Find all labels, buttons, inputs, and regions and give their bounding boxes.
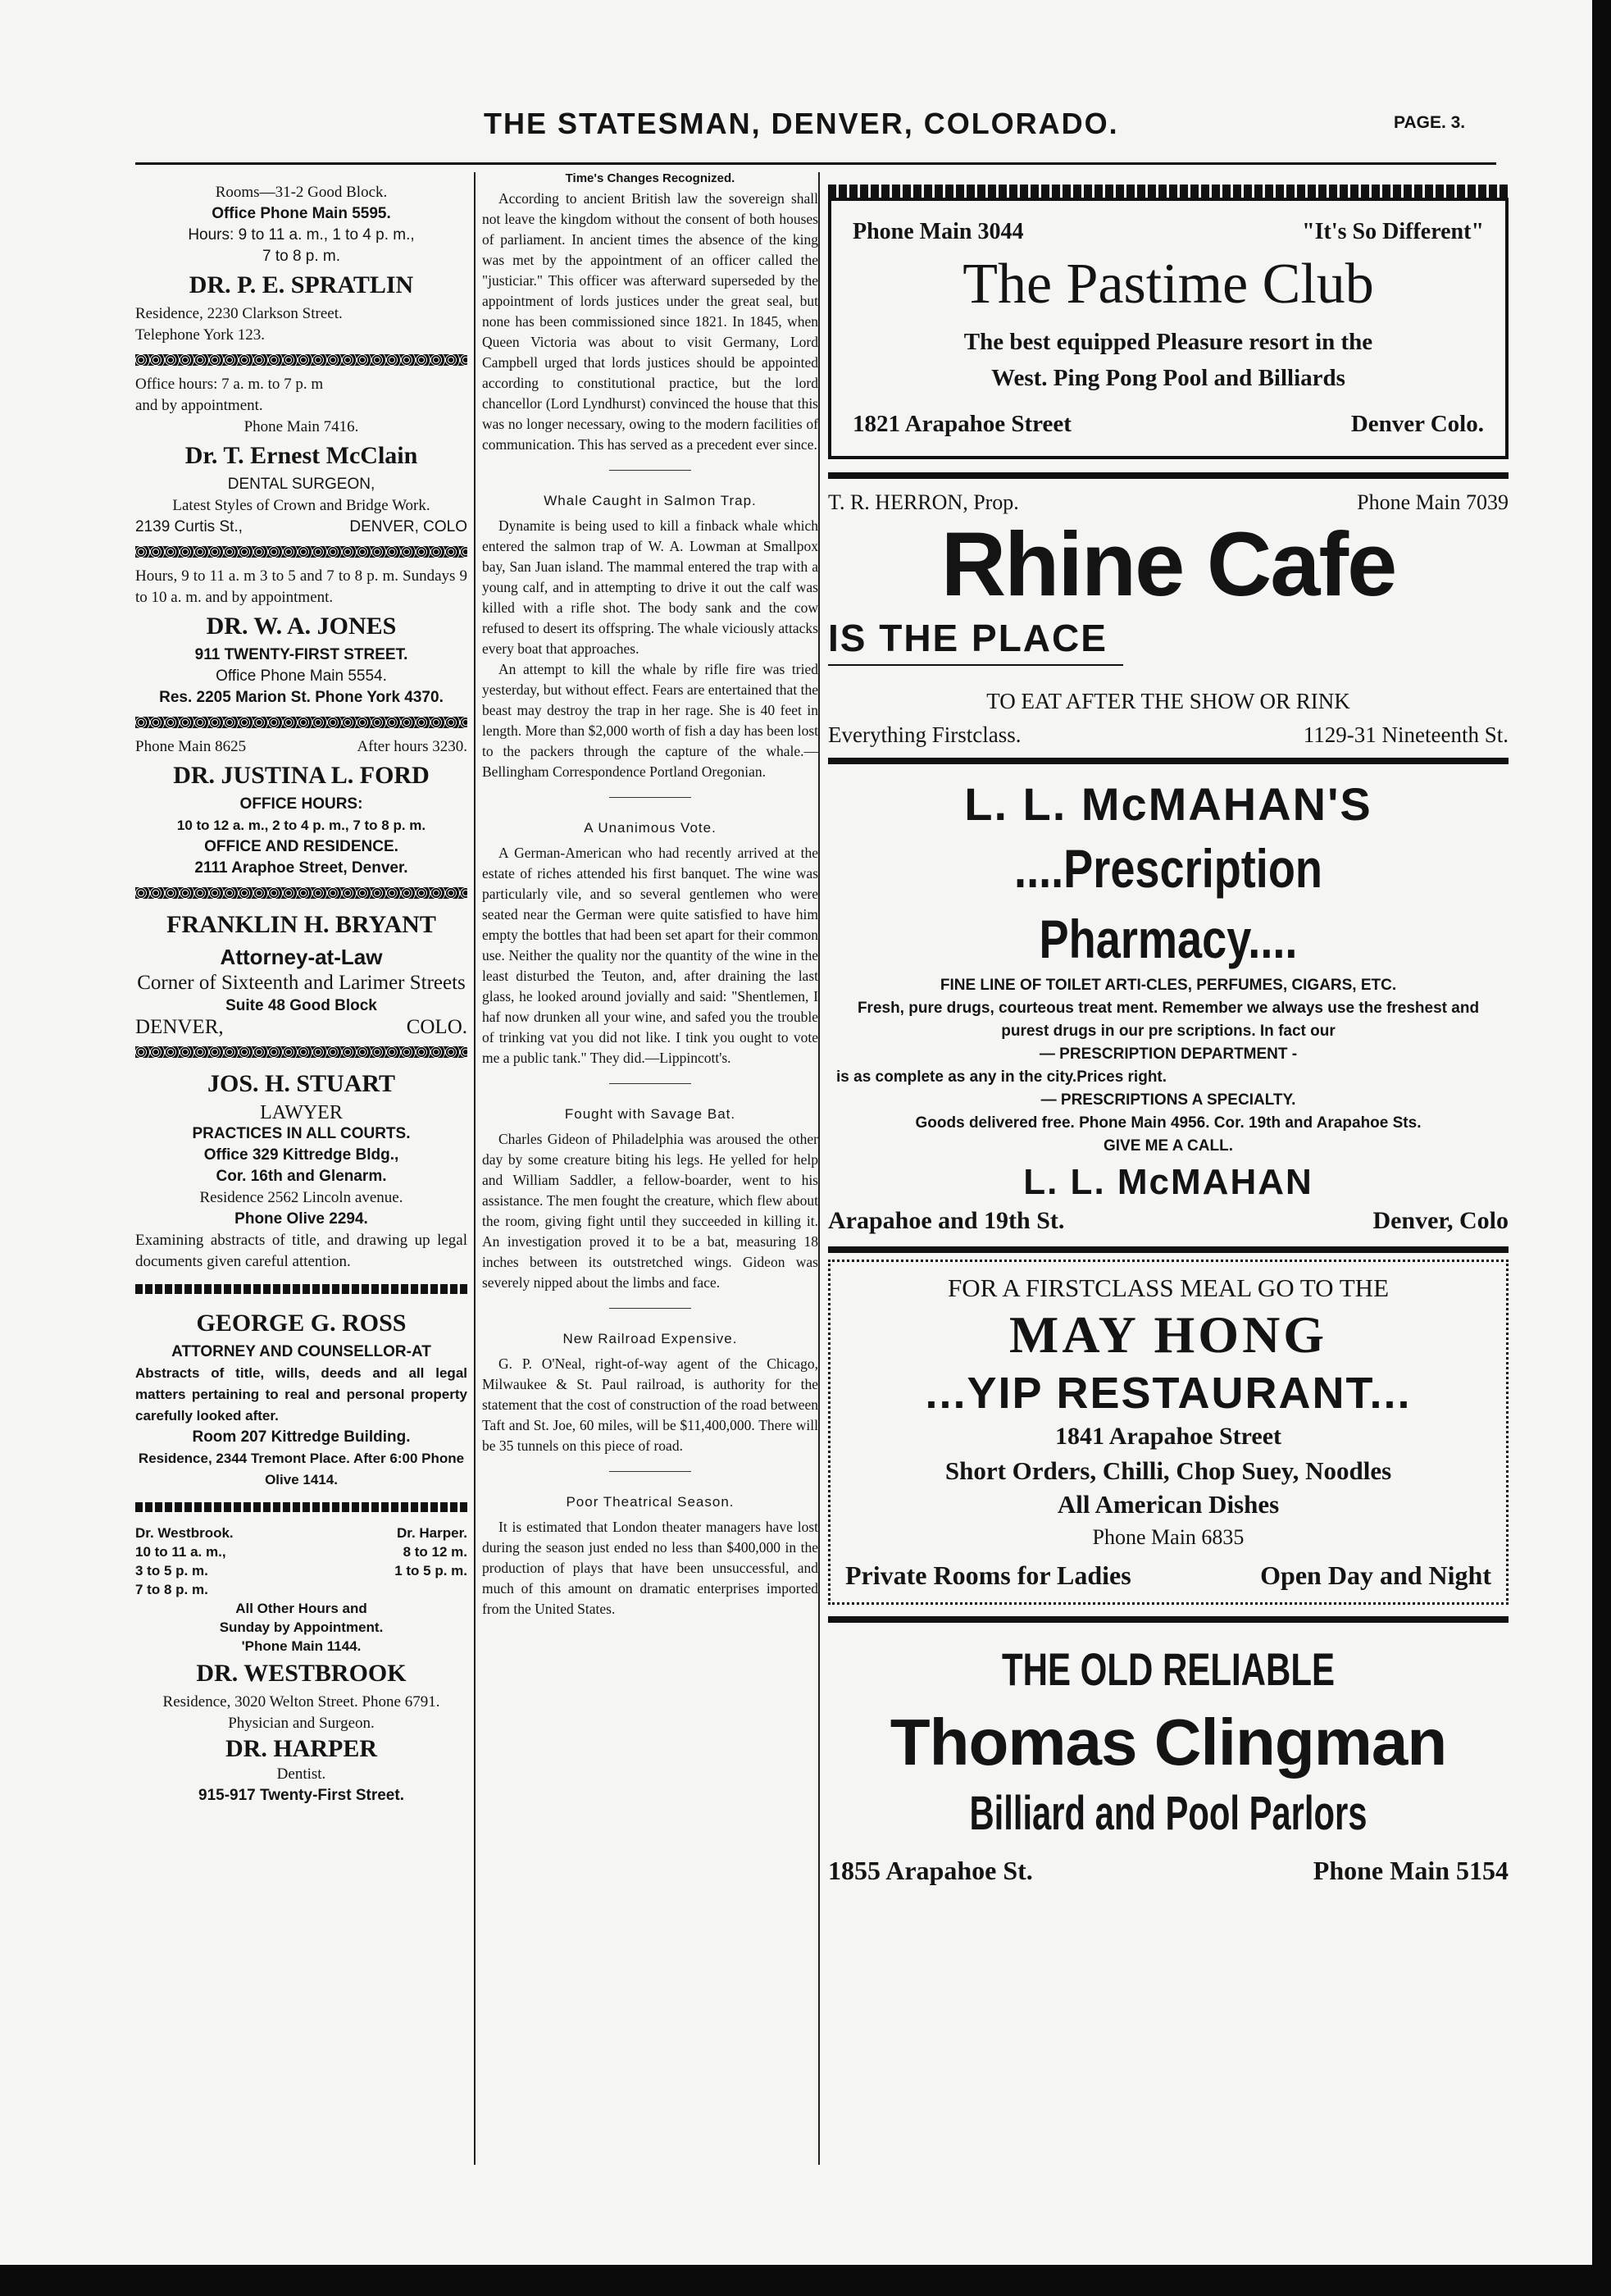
ad-rhine-cafe bbox=[828, 479, 1509, 748]
card-text: PRACTICES IN ALL COURTS. bbox=[192, 1125, 411, 1142]
card-text: All Other Hours and bbox=[235, 1601, 367, 1616]
article-separator bbox=[609, 1471, 691, 1472]
card-text: 10 to 11 a. m., bbox=[135, 1544, 226, 1560]
ad-clingman-parlors bbox=[828, 1623, 1509, 1886]
ad-signature: L. L. McMAHAN bbox=[1023, 1162, 1313, 1202]
card-name: DR. HARPER bbox=[225, 1735, 377, 1762]
ad-text: West. Ping Pong Pool and Billiards bbox=[991, 365, 1345, 391]
page-edge-right bbox=[1592, 0, 1611, 2296]
ad-text: Everything Firstclass. bbox=[828, 722, 1022, 747]
card-text: Telephone York 123. bbox=[135, 326, 266, 344]
card-text: Attorney-at-Law bbox=[220, 945, 383, 969]
ad-divider bbox=[828, 472, 1509, 479]
ad-text: is as complete as any in the city.Prices right. bbox=[836, 1068, 1167, 1086]
card-text: Latest Styles of Crown and Bridge Work. bbox=[172, 497, 430, 514]
card-text: Office 329 Kittredge Bldg., bbox=[203, 1146, 399, 1164]
ornament-divider bbox=[135, 717, 467, 728]
header-rule bbox=[135, 162, 1496, 165]
ad-text: Billiard and Pool Parlors bbox=[969, 1787, 1368, 1840]
card-name: Dr. T. Ernest McClain bbox=[184, 442, 418, 469]
ad-text: — PRESCRIPTION DEPARTMENT - bbox=[1039, 1046, 1298, 1063]
card-text: 915-917 Twenty-First Street. bbox=[198, 1787, 404, 1804]
ad-text: Phone Main 5154 bbox=[1313, 1856, 1509, 1885]
article-headline: New Railroad Expensive. bbox=[562, 1331, 738, 1346]
article-headline: Fought with Savage Bat. bbox=[564, 1106, 736, 1122]
card-text: Sunday by Appointment. bbox=[219, 1620, 384, 1635]
ad-text: "It's So Different" bbox=[1302, 219, 1484, 244]
card-text: and by appointment. bbox=[135, 397, 263, 414]
masthead-title: THE STATESMAN, DENVER, COLORADO. bbox=[484, 107, 1119, 140]
card-text: Phone Main 7416. bbox=[243, 418, 359, 435]
ad-text: All American Dishes bbox=[1057, 1490, 1280, 1519]
card-text: 2139 Curtis St., bbox=[135, 518, 243, 535]
ad-text: Arapahoe and 19th St. bbox=[828, 1207, 1065, 1234]
column-professional-cards bbox=[135, 182, 467, 1806]
card-text: DENVER, COLO bbox=[349, 518, 467, 535]
card-text: DENVER, bbox=[135, 1016, 224, 1038]
column-rule-2 bbox=[818, 172, 820, 2165]
page-edge-bottom bbox=[0, 2265, 1611, 2296]
card-text: Corner of Sixteenth and Larimer Streets bbox=[137, 972, 466, 994]
ad-text: THE OLD RELIABLE bbox=[1001, 1643, 1335, 1695]
arrow-divider bbox=[135, 1502, 467, 1512]
ad-text: 1821 Arapahoe Street bbox=[853, 411, 1072, 437]
page-number: PAGE. 3. bbox=[1394, 113, 1466, 132]
ad-title: Rhine Cafe bbox=[940, 514, 1396, 615]
card-text: Office Phone Main 5554. bbox=[216, 667, 387, 685]
card-text: DENTAL SURGEON, bbox=[227, 476, 375, 493]
article-separator bbox=[609, 1308, 691, 1309]
card-text: Physician and Surgeon. bbox=[228, 1715, 375, 1732]
card-text: Residence 2562 Lincoln avenue. bbox=[199, 1189, 403, 1206]
ad-title: The Pastime Club bbox=[963, 253, 1374, 316]
ad-text: FOR A FIRSTCLASS MEAL GO TO THE bbox=[947, 1273, 1390, 1302]
ad-text: Open Day and Night bbox=[1260, 1560, 1491, 1590]
article-headline: Time's Changes Recognized. bbox=[565, 171, 735, 185]
ad-text: T. R. HERRON, Prop. bbox=[828, 490, 1019, 514]
card-text: 2111 Araphoe Street, Denver. bbox=[194, 859, 408, 877]
card-text: 1 to 5 p. m. bbox=[394, 1563, 467, 1578]
card-text: OFFICE AND RESIDENCE. bbox=[204, 838, 398, 855]
card-text: Examining abstracts of title, and drawing up legal documents given careful attention. bbox=[135, 1232, 467, 1270]
ad-text: GIVE ME A CALL. bbox=[1104, 1137, 1233, 1155]
ad-border-top bbox=[828, 184, 1509, 198]
article-body: According to ancient British law the sovereign shall not leave the kingdom without the consent of both houses of parliament. In ancient times the absence of the king was met by the appointment of an officer called the "justiciar." This officer was afterward superseded by the appointment of lords justices under the great seal, but none has been commissioned since 1821. In 1845, when Queen Victoria was about to visit Germany, Lord Campbell urged that lords justices should be appointed according to constitutional practice, but the lord chancellor (Lord Lyndhurst) convinced the house that this was no longer necessary, owing to the modern facilities of communication. This has served as a precedent ever since. bbox=[482, 190, 818, 453]
card-text: Hours: 9 to 11 a. m., 1 to 4 p. m., bbox=[188, 226, 415, 244]
ad-text: Denver, Colo bbox=[1372, 1207, 1509, 1234]
ad-text: Phone Main 3044 bbox=[853, 219, 1024, 244]
card-name: JOS. H. STUART bbox=[207, 1070, 395, 1097]
card-text: Cor. 16th and Glenarm. bbox=[216, 1168, 387, 1185]
card-text: 3 to 5 p. m. bbox=[135, 1563, 208, 1578]
ad-title: ...YIP RESTAURANT... bbox=[925, 1369, 1412, 1418]
article-separator bbox=[609, 470, 691, 471]
card-text: 7 to 8 p. m. bbox=[262, 248, 341, 265]
card-text: Dr. Harper. bbox=[397, 1525, 467, 1541]
page-header bbox=[0, 98, 1591, 148]
ad-pastime-club bbox=[828, 198, 1509, 459]
ornament-divider bbox=[135, 887, 467, 899]
ad-may-hong-restaurant bbox=[828, 1260, 1509, 1605]
card-text: ATTORNEY AND COUNSELLOR-AT bbox=[171, 1343, 431, 1360]
ad-text: 1841 Arapahoe Street bbox=[1054, 1423, 1282, 1450]
card-text: Res. 2205 Marion St. Phone York 4370. bbox=[159, 689, 444, 706]
article-headline: Poor Theatrical Season. bbox=[566, 1494, 735, 1510]
ad-text: Denver Colo. bbox=[1350, 411, 1484, 437]
card-text: Dentist. bbox=[276, 1765, 326, 1783]
ornament-divider bbox=[135, 1046, 467, 1058]
article-body: Dynamite is being used to kill a finback whale which entered the salmon trap of W. A. Lowman at Smallpox bay, San Juan island. The mammal entered the trap with a young calf, and in attempting to drive it out the calf was killed with a rifle shot. The body sank and the cow refused to desert its offspring. The whale viciously attacks every boat that approaches. bbox=[482, 517, 818, 657]
card-name: FRANKLIN H. BRYANT bbox=[166, 911, 436, 938]
article-body: G. P. O'Neal, right-of-way agent of the Chicago, Milwaukee & St. Paul railroad, is authority for the statement that the cost of construction of the road between Taft and St. Joe, 60 miles, will be $11,400,000. There will be 35 tunnels on this piece of road. bbox=[482, 1355, 818, 1454]
ad-text: Private Rooms for Ladies bbox=[845, 1560, 1131, 1590]
ad-text: Goods delivered free. Phone Main 4956. Cor. 19th and Arapahoe Sts. bbox=[915, 1114, 1422, 1132]
card-name: DR. JUSTINA L. FORD bbox=[173, 762, 430, 789]
ad-title: MAY HONG bbox=[1008, 1305, 1328, 1364]
ad-text: FINE LINE OF TOILET ARTI-CLES, PERFUMES, CIGARS, ETC. bbox=[940, 977, 1397, 994]
ad-text: 1855 Arapahoe St. bbox=[828, 1856, 1033, 1885]
article-headline: Whale Caught in Salmon Trap. bbox=[544, 493, 757, 508]
ad-text: The best equipped Pleasure resort in the bbox=[963, 329, 1373, 355]
card-text: 7 to 8 p. m. bbox=[135, 1582, 208, 1597]
ornament-divider bbox=[135, 546, 467, 558]
card-text: Phone Olive 2294. bbox=[234, 1210, 368, 1228]
card-text: Rooms—31-2 Good Block. bbox=[215, 184, 388, 201]
card-text: 10 to 12 a. m., 2 to 4 p. m., 7 to 8 p. m. bbox=[176, 818, 426, 833]
arrow-divider bbox=[135, 1284, 467, 1294]
card-text: Office Phone Main 5595. bbox=[212, 205, 391, 222]
column-news-items bbox=[482, 168, 818, 1620]
card-text: Phone Main 8625 bbox=[135, 738, 247, 755]
ad-title: L. L. McMAHAN'S bbox=[964, 778, 1372, 830]
card-text: COLO. bbox=[406, 1016, 467, 1038]
article-headline: A Unanimous Vote. bbox=[584, 820, 717, 836]
card-name: DR. WESTBROOK bbox=[196, 1660, 407, 1687]
article-body: Charles Gideon of Philadelphia was aroused the other day by some creature biting his legs. He yelled for help and William Saddler, a fellow-boarder, went to his assistance. The men fought the creature, which flew about the room, giving fight until they succeeded in killing it. An investigation proved it to be a bat, measuring 18 inches between its outstretched wings. Gideon was severely nipped about the limbs and face. bbox=[482, 1131, 818, 1291]
card-text: OFFICE HOURS: bbox=[239, 795, 363, 813]
article-body: An attempt to kill the whale by rifle fire was tried yesterday, but without effect. Fears are entertained that the beast may destroy the trap in her rage. She is 40 feet in length. More than $2,000 worth of fish a day has been lost to the packers through the capture of the whale.—Bellingham Correspondence Portland Oregonian. bbox=[482, 661, 818, 780]
card-text: Office hours: 7 a. m. to 7 p. m bbox=[135, 376, 324, 393]
card-text: Suite 48 Good Block bbox=[225, 997, 377, 1014]
ad-divider bbox=[828, 1246, 1509, 1253]
rule bbox=[828, 664, 1123, 666]
ad-mcmahan-pharmacy bbox=[828, 764, 1509, 1235]
ornament-divider bbox=[135, 354, 467, 366]
ad-text: — PRESCRIPTIONS A SPECIALTY. bbox=[1040, 1091, 1296, 1109]
card-name: GEORGE G. ROSS bbox=[196, 1310, 407, 1337]
ad-title: Thomas Clingman bbox=[890, 1706, 1447, 1779]
ad-text: Phone Main 7039 bbox=[1357, 490, 1509, 514]
card-text: Abstracts of title, wills, deeds and all legal matters pertaining to real and personal property carefully looked after. bbox=[135, 1365, 467, 1424]
card-text: Room 207 Kittredge Building. bbox=[192, 1428, 411, 1446]
card-name: DR. P. E. SPRATLIN bbox=[189, 271, 414, 298]
ad-divider bbox=[828, 758, 1509, 764]
ad-text: IS THE PLACE bbox=[828, 617, 1108, 659]
article-separator bbox=[609, 797, 691, 798]
ad-text: Phone Main 6835 bbox=[1092, 1525, 1245, 1549]
card-text: 8 to 12 m. bbox=[403, 1544, 467, 1560]
column-advertisements bbox=[828, 184, 1509, 1886]
card-text: Residence, 2230 Clarkson Street. bbox=[135, 305, 343, 322]
column-rule-1 bbox=[474, 172, 476, 2165]
ad-text: TO EAT AFTER THE SHOW OR RINK bbox=[986, 689, 1350, 713]
ad-text: Short Orders, Chilli, Chop Suey, Noodles bbox=[944, 1456, 1392, 1485]
card-name: DR. W. A. JONES bbox=[206, 613, 397, 640]
card-text: LAWYER bbox=[260, 1102, 343, 1123]
article-separator bbox=[609, 1083, 691, 1084]
ad-divider bbox=[828, 1616, 1509, 1623]
card-text: 'Phone Main 1144. bbox=[241, 1638, 362, 1654]
card-text: Residence, 3020 Welton Street. Phone 6791. bbox=[162, 1693, 440, 1711]
card-text: After hours 3230. bbox=[357, 738, 467, 755]
article-body: A German-American who had recently arrived at the estate of riches attended his first banquet. The wine was particularly vile, and so several gentlemen who were seated near the German were quite satisfied to have him empty the bottles that had been set apart for their common use. Neither the quality nor the quantity of the wine in the least disturbed the Teuton, and, after draining the last glass, he looked around jovially and said: "Shentlemen, I haf now drunken all your wine, and safed you the trouble of trinking vat you did not like. I tink you ought to vote me a public tank." They did.—Lippincott's. bbox=[482, 845, 818, 1066]
card-text: Hours, 9 to 11 a. m 3 to 5 and 7 to 8 p. m. Sundays 9 to 10 a. m. and by appointment. bbox=[135, 567, 467, 606]
card-text: Residence, 2344 Tremont Place. After 6:00 Phone Olive 1414. bbox=[138, 1451, 465, 1487]
ad-title: ....Prescription Pharmacy.... bbox=[1014, 838, 1322, 969]
ad-text: 1129-31 Nineteenth St. bbox=[1303, 722, 1509, 747]
ad-text: Fresh, pure drugs, courteous treat ment. Remember we always use the freshest and purest drugs in our pre scriptions. In fact our bbox=[857, 1000, 1480, 1040]
card-text: 911 TWENTY-FIRST STREET. bbox=[194, 646, 408, 663]
article-body: It is estimated that London theater managers have lost during the season just ended no less than $400,000 in the production of plays that have been unsuccessful, and much of this amount on dramatic enterprises imported from the United States. bbox=[482, 1519, 818, 1617]
card-text: Dr. Westbrook. bbox=[135, 1525, 234, 1541]
